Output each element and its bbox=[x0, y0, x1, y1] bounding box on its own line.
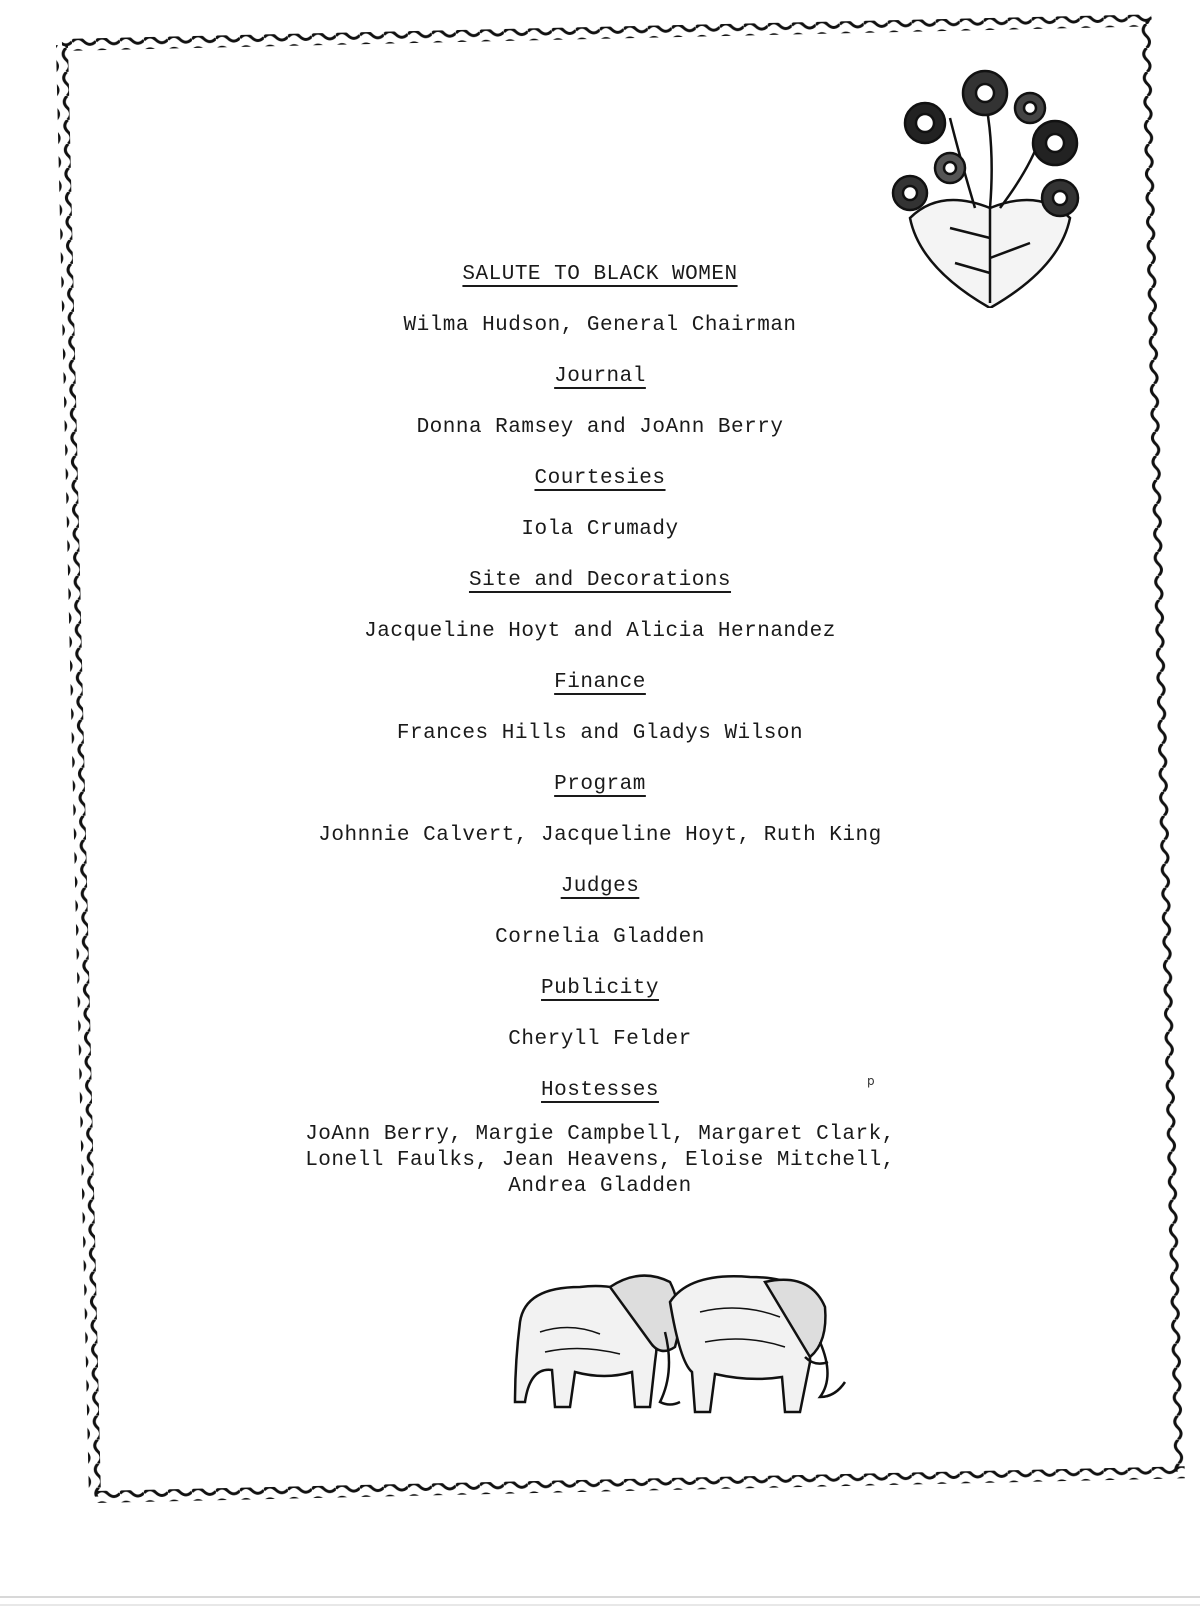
committee-heading-program: Program bbox=[554, 773, 646, 796]
committee-members-program: Johnnie Calvert, Jacqueline Hoyt, Ruth King bbox=[318, 824, 882, 847]
committee-heading-row bbox=[300, 874, 900, 925]
committee-members-site-decorations: Jacqueline Hoyt and Alicia Hernandez bbox=[364, 620, 836, 643]
committee-members-courtesies: Iola Crumady bbox=[521, 518, 679, 541]
committee-heading-judges: Judges bbox=[560, 875, 640, 898]
committee-heading-finance: Finance bbox=[554, 671, 646, 694]
hostesses-line: JoAnn Berry, Margie Campbell, Margaret Clark, bbox=[305, 1123, 895, 1146]
hostesses-line: Andrea Gladden bbox=[508, 1175, 692, 1198]
committee-heading-courtesies: Courtesies bbox=[534, 467, 666, 490]
committee-members-journal: Donna Ramsey and JoAnn Berry bbox=[416, 416, 784, 439]
committee-members-row bbox=[300, 721, 900, 772]
committee-heading-site-decorations: Site and Decorations bbox=[468, 569, 732, 592]
committee-members-row bbox=[300, 823, 900, 874]
committee-heading-row bbox=[300, 670, 900, 721]
committee-heading-row bbox=[300, 976, 900, 1027]
committee-members-row bbox=[300, 925, 900, 976]
hostesses-heading-row bbox=[300, 1078, 900, 1104]
hostesses-line: Lonell Faulks, Jean Heavens, Eloise Mitchell, bbox=[305, 1149, 895, 1172]
committee-heading-row bbox=[300, 364, 900, 415]
two-elephants-illustration bbox=[510, 1262, 850, 1422]
committee-members-judges: Cornelia Gladden bbox=[495, 926, 705, 949]
committee-members-row bbox=[300, 415, 900, 466]
committee-list bbox=[300, 262, 900, 1200]
scan-edge-line bbox=[0, 1604, 1200, 1606]
committee-members-finance: Frances Hills and Gladys Wilson bbox=[396, 722, 804, 745]
scan-edge-line bbox=[0, 1596, 1200, 1598]
title-row bbox=[300, 262, 900, 313]
committee-heading-row bbox=[300, 772, 900, 823]
flower-bouquet-illustration bbox=[880, 68, 1100, 308]
chairman-row bbox=[300, 313, 900, 364]
committee-members-row bbox=[300, 619, 900, 670]
hostesses-list bbox=[300, 1122, 900, 1200]
general-chairman: Wilma Hudson, General Chairman bbox=[403, 314, 797, 337]
committee-heading-row bbox=[300, 568, 900, 619]
committee-members-row bbox=[300, 517, 900, 568]
committee-members-publicity: Cheryll Felder bbox=[508, 1028, 692, 1051]
committee-heading-row bbox=[300, 466, 900, 517]
committee-members-row bbox=[300, 1027, 900, 1078]
committee-heading-journal: Journal bbox=[554, 365, 646, 388]
stray-pen-mark: p bbox=[867, 1074, 875, 1088]
committee-heading-publicity: Publicity bbox=[541, 977, 659, 1000]
document-title: SALUTE TO BLACK WOMEN bbox=[462, 263, 738, 286]
committee-heading-hostesses: Hostesses bbox=[541, 1079, 659, 1102]
